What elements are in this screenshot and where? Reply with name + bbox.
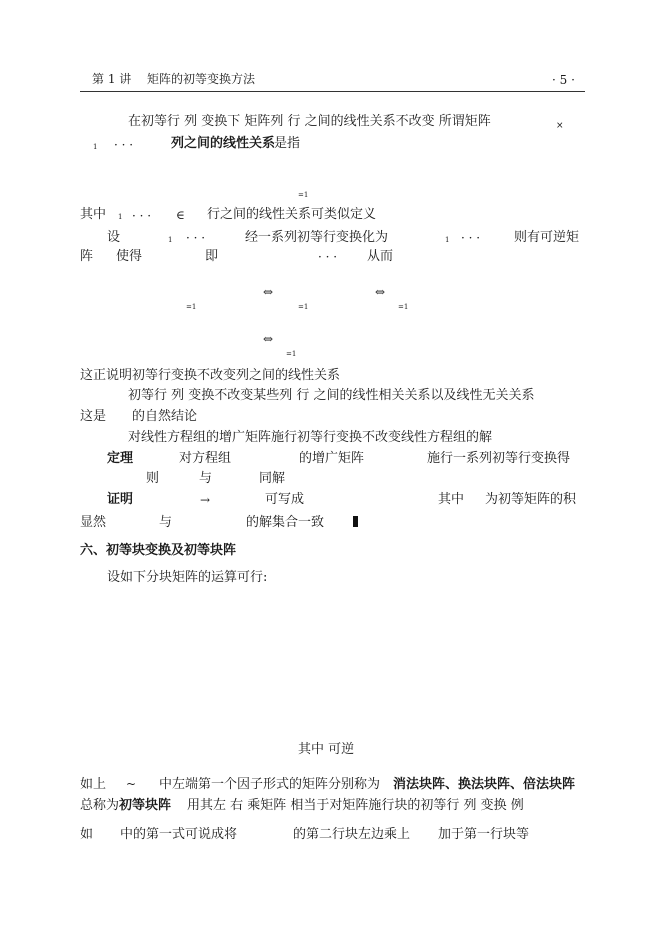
para-line: 设 <box>107 230 121 245</box>
para-line: 可写成 <box>265 492 305 507</box>
para-line: 经一系列初等行变换化为 <box>245 230 389 245</box>
para-line: 在初等行 列 变换下 矩阵列 行 之间的线性关系不改变 所谓矩阵 <box>128 114 491 129</box>
para-line: 用其左 右 乘矩阵 相当于对矩阵施行块的初等行 列 变换 例 <box>187 798 524 813</box>
para-line: 显然 <box>80 515 107 530</box>
para-line: 中左端第一个因子形式的矩阵分别称为 <box>159 777 381 792</box>
para-line: 的增广矩阵 <box>299 451 365 466</box>
para-line: 阵 <box>80 249 94 264</box>
para-line: 中的第一式可说成将 <box>120 827 238 842</box>
para-line: 与 <box>199 471 213 486</box>
ellipsis: · · · <box>186 231 206 245</box>
para-line: 如 <box>80 827 94 842</box>
subscript: 1 <box>93 143 98 151</box>
bold-term: 列之间的线性关系 <box>171 136 276 151</box>
theorem-label: 定理 <box>107 451 134 466</box>
chapter-label: 第 1 讲 <box>92 72 132 86</box>
para-line: 其中 可逆 <box>298 742 355 757</box>
ellipsis: · · · <box>114 138 134 152</box>
ellipsis: · · · <box>318 250 338 264</box>
sum-index: =1 <box>398 303 409 311</box>
para-line: 则 <box>146 471 160 486</box>
bold-term: 初等块阵 <box>119 798 172 813</box>
sum-index: =1 <box>186 303 197 311</box>
iff-symbol: ⇔ <box>263 285 274 299</box>
page-number: · 5 · <box>552 73 575 87</box>
para-line: 的自然结论 <box>132 409 198 424</box>
bold-term: 消法块阵、换法块阵、倍法块阵 <box>393 777 576 792</box>
arrow-symbol: → <box>200 493 211 507</box>
qed-mark <box>353 516 358 527</box>
para-line: 其中 <box>80 207 107 222</box>
times-symbol: × <box>556 121 564 131</box>
para-line: 如上 <box>80 777 107 792</box>
para-line: 初等行 列 变换不改变某些列 行 之间的线性相关关系以及线性无关关系 <box>128 388 535 403</box>
sum-index: =1 <box>298 191 309 199</box>
para-line: 的第二行块左边乘上 <box>293 827 411 842</box>
para-line: 行之间的线性关系可类似定义 <box>207 207 377 222</box>
para-line: 的解集合一致 <box>246 515 325 530</box>
para-line: 从而 <box>367 249 394 264</box>
ellipsis: · · · <box>461 231 481 245</box>
sum-index: =1 <box>298 303 309 311</box>
para-line: 对线性方程组的增广矩阵施行初等行变换不改变线性方程组的解 <box>128 430 493 445</box>
para-line: 使得 <box>116 249 143 264</box>
para-line: 施行一系列初等行变换得 <box>427 451 571 466</box>
para-line: 总称为 <box>80 798 120 813</box>
tilde-symbol: ~ <box>126 777 137 791</box>
para-line: 与 <box>159 515 173 530</box>
subscript: 1 <box>118 213 123 221</box>
para-line: 是指 <box>274 136 301 151</box>
ellipsis: · · · <box>132 209 152 223</box>
para-line: 同解 <box>259 471 286 486</box>
para-line: 则有可逆矩 <box>514 230 580 245</box>
header-rule <box>80 91 585 92</box>
para-line: 这正说明初等行变换不改变列之间的线性关系 <box>80 368 341 383</box>
iff-symbol: ⇔ <box>375 285 386 299</box>
subscript: 1 <box>445 236 450 244</box>
para-line: 设如下分块矩阵的运算可行: <box>107 570 268 585</box>
para-line: 为初等矩阵的积 <box>485 492 577 507</box>
section-heading: 六、初等块变换及初等块阵 <box>80 543 237 558</box>
chapter-title: 矩阵的初等变换方法 <box>147 72 256 86</box>
element-of-symbol: ∈ <box>176 208 185 222</box>
para-line: 其中 <box>438 492 465 507</box>
para-line: 对方程组 <box>179 451 232 466</box>
para-line: 即 <box>205 249 219 264</box>
subscript: 1 <box>168 236 173 244</box>
proof-label: 证明 <box>107 492 134 507</box>
iff-symbol: ⇔ <box>263 332 274 346</box>
para-line: 加于第一行块等 <box>438 827 530 842</box>
para-line: 这是 <box>80 409 107 424</box>
sum-index: =1 <box>286 350 297 358</box>
